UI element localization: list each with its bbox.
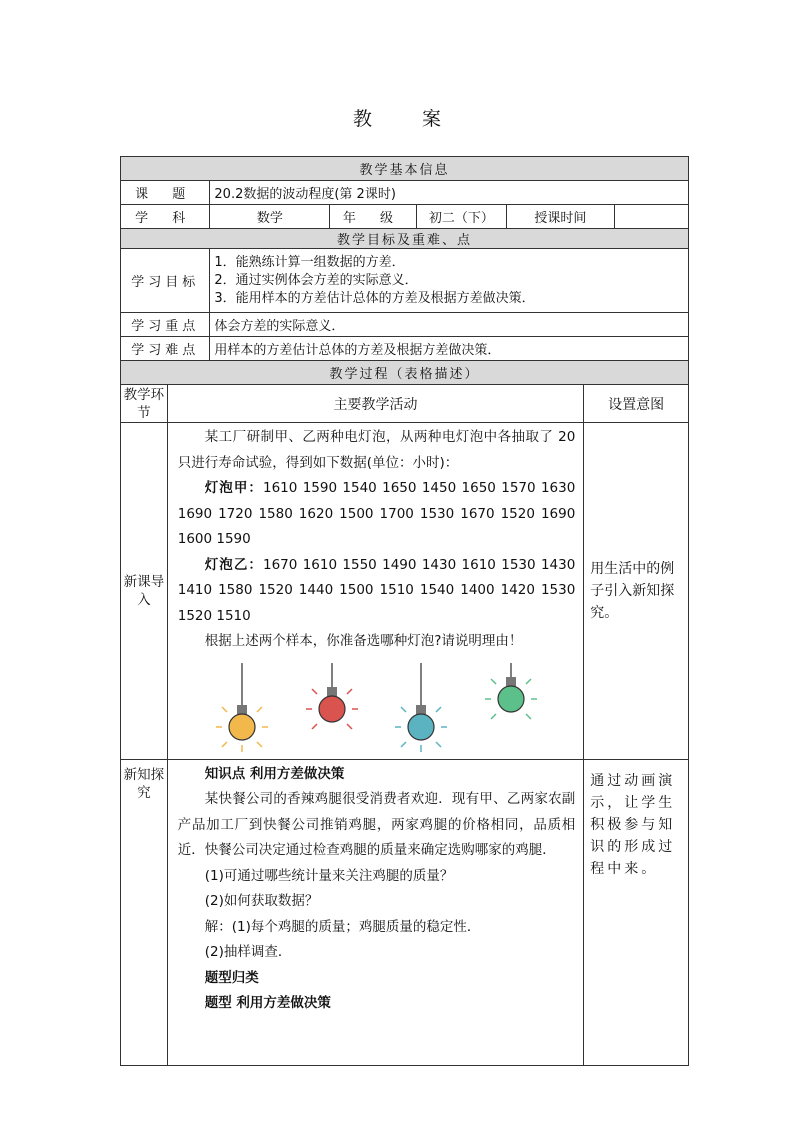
bulb-teal-icon [391,663,451,755]
answer-2: (2)抽样调查． [204,944,292,960]
topic-label: 课 题 [121,181,210,205]
bulb-a-data: 1610 1590 1540 1650 1450 1650 1570 1630 1690 1720 1580 1620 1500 1700 1530 1670 1520 1690 1600 1590 [177,480,576,547]
key-point-label: 学习重点 [121,313,210,337]
type-subheading [178,991,576,1017]
answer-1: 解：(1)每个鸡腿的质量；鸡腿质量的稳定性． [204,918,481,935]
question-2: (2)如何获取数据？ [204,893,319,909]
question-1: (1)可通过哪些统计量来关注鸡腿的质量？ [204,867,454,884]
subject-label: 学 科 [121,205,210,229]
bulb-a-data-row [178,476,576,553]
key-point-value: 体会方差的实际意义． [210,313,689,337]
bulb-red-icon [302,663,362,755]
grade-label: 年 级 [330,205,416,229]
explore-intent: 通过动画演示，让学生积极参与知识的形成过程中来。 [584,759,689,1065]
subject-value: 数学 [210,205,330,229]
type-subheading-text: 题型 利用方差做决策 [204,995,331,1011]
explore-paragraph: 某快餐公司的香辣鸡腿很受消费者欢迎．现有甲、乙两家农副产品加工厂到快餐公司推销鸡腿，两家鸡腿的价格相同，品质相近．快餐公司决定通过检查鸡腿的质量来确定选购哪家的鸡腿． [177,791,576,858]
goal-item: 1．能熟练计算一组数据的方差． [214,254,405,270]
knowledge-heading [178,762,576,788]
intro-question: 根据上述两个样本，你准备选哪种灯泡?请说明理由！ [204,633,523,649]
goal-item: 3．能用样本的方差估计总体的方差及根据方差做决策． [214,290,535,306]
type-heading-text: 题型归类 [204,969,259,986]
knowledge-heading-text: 知识点 利用方差做决策 [204,765,345,782]
goals-label: 学习目标 [121,249,210,313]
bulb-b-label: 灯泡乙： [204,556,263,573]
grade-value: 初二（下） [416,205,506,229]
type-heading [178,966,576,992]
document-title: 教 案 [352,108,464,130]
difficulty-value: 用样本的方差估计总体的方差及根据方差做决策． [210,337,689,361]
col-intent-header: 设置意图 [584,385,689,423]
difficulty-label: 学习难点 [121,337,210,361]
goals-list [210,249,689,313]
col-activity-header: 主要教学活动 [167,385,584,423]
bulb-green-icon [481,663,541,755]
bulb-illustration [178,655,576,755]
basic-info-header: 教学基本信息 [121,157,689,181]
bulb-b-data: 1670 1610 1550 1490 1430 1610 1530 1430 1410 1580 1520 1440 1500 1510 1540 1400 1420 1530 1520 1510 [177,556,576,624]
col-stage-header: 教学环节 [121,385,168,423]
bulb-yellow-icon [212,663,272,755]
stage-intro: 新课导入 [121,423,168,760]
intro-activity [167,423,584,760]
bulb-a-label: 灯泡甲： [204,480,263,496]
intro-intent: 用生活中的例子引入新知探究。 [584,423,689,760]
process-header: 教学过程（表格描述） [121,361,689,385]
stage-explore: 新知探究 [121,759,168,1065]
goal-item: 2．通过实例体会方差的实际意义． [214,272,418,288]
topic-value: 20.2数据的波动程度(第 2课时) [210,181,689,205]
time-value [614,205,688,229]
explore-activity [167,759,584,1065]
time-label: 授课时间 [507,205,615,229]
intro-paragraph: 某工厂研制甲、乙两种电灯泡，从两种电灯泡中各抽取了 20只进行寿命试验，得到如下数据(单位：小时)： [177,429,576,471]
goals-header: 教学目标及重难、点 [121,229,689,249]
lesson-plan-table [120,156,689,1066]
bulb-b-data-row [178,553,576,630]
